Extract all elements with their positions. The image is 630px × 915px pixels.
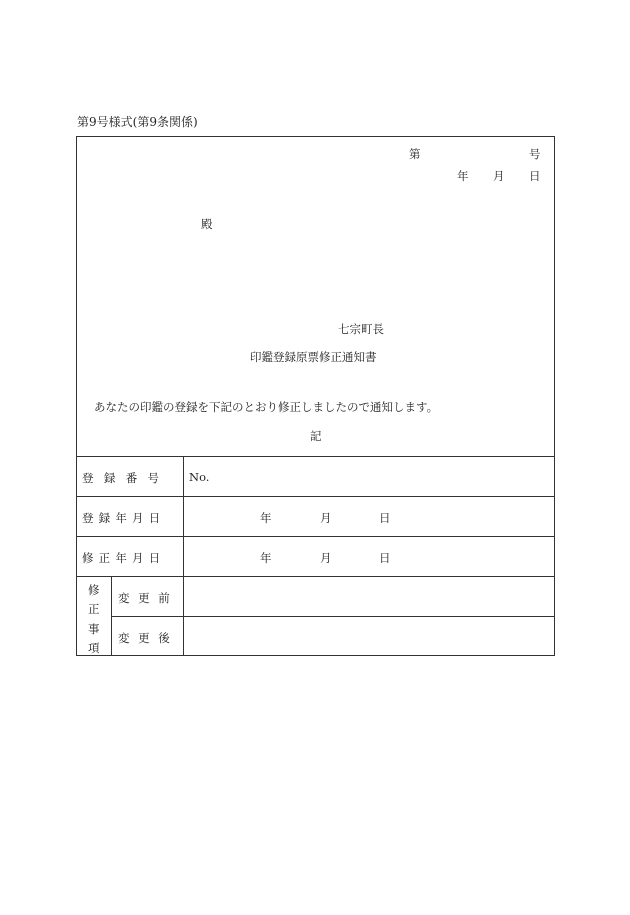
reg-date-month: 月 <box>320 511 332 525</box>
reg-date-label: 登録年月日 <box>82 511 166 525</box>
form-number-label: 第9号様式(第9条関係) <box>77 115 198 129</box>
reg-number-label: 登録番号 <box>82 471 170 485</box>
fix-date-day: 日 <box>379 551 391 565</box>
fix-date-label: 修正年月日 <box>82 551 166 565</box>
issuer-name: 七宗町長 <box>338 322 384 336</box>
fix-date-month: 月 <box>320 551 332 565</box>
after-value-field[interactable] <box>184 617 555 656</box>
addressee-suffix: 殿 <box>201 217 213 231</box>
body-text: あなたの印鑑の登録を下記のとおり修正しましたので通知します。 <box>94 400 439 414</box>
table-divider <box>77 536 554 537</box>
notice-form <box>76 136 555 656</box>
reg-date-year: 年 <box>260 511 272 525</box>
before-label: 変更前 <box>118 591 179 605</box>
document-title: 印鑑登録原票修正通知書 <box>250 350 377 364</box>
reg-number-value: No. <box>189 470 210 484</box>
table-column-divider <box>111 576 112 656</box>
number-prefix: 第 <box>409 147 421 161</box>
date-month: 月 <box>493 169 505 183</box>
reg-date-day: 日 <box>379 511 391 525</box>
table-divider <box>77 456 554 457</box>
before-value-field[interactable] <box>184 577 555 615</box>
after-label: 変更後 <box>118 631 179 645</box>
fix-items-char: 正 <box>88 602 100 616</box>
date-year: 年 <box>457 169 469 183</box>
table-divider <box>77 496 554 497</box>
fix-date-year: 年 <box>260 551 272 565</box>
fix-items-char: 項 <box>88 641 100 655</box>
fix-items-char: 修 <box>88 583 100 597</box>
number-suffix: 号 <box>529 147 541 161</box>
date-day: 日 <box>529 169 541 183</box>
fix-items-char: 事 <box>88 622 100 636</box>
ki-label: 記 <box>310 429 322 443</box>
